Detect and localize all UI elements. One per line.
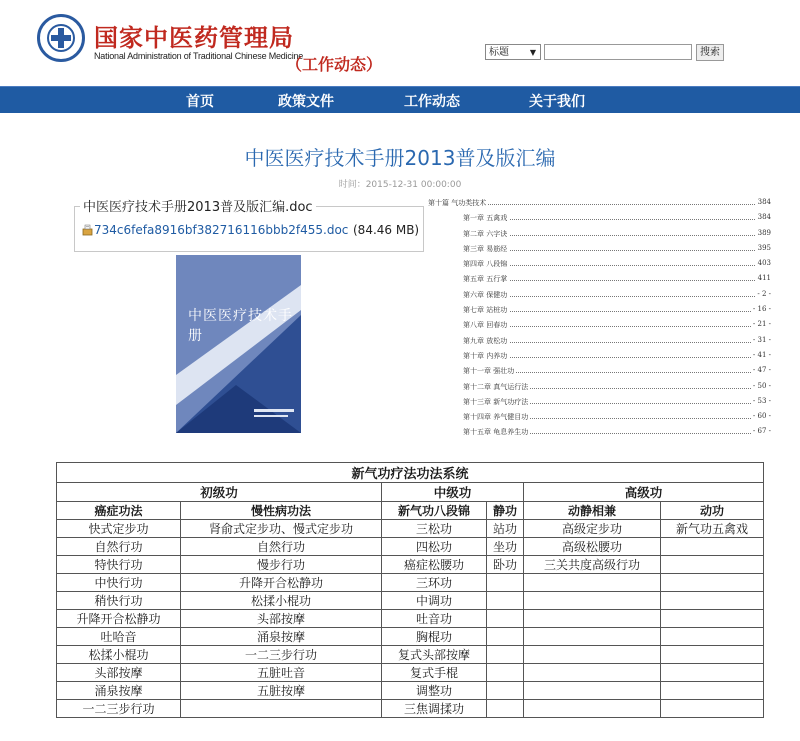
column-header: 动静相兼 [524, 502, 661, 520]
table-cell [661, 700, 764, 718]
toc-item [428, 347, 773, 362]
main-nav [0, 86, 800, 113]
table-row [57, 700, 764, 718]
nav-item-home[interactable]: 首页 [186, 94, 214, 110]
table-cell [487, 664, 524, 682]
table-cell: 中调功 [382, 592, 487, 610]
toc-item-title: 第四章 八段锦 [463, 260, 508, 269]
toc-item-title: 第七章 站桩功 [463, 306, 508, 315]
toc-item-page: 403 [757, 259, 771, 268]
nav-item-policy[interactable]: 政策文件 [278, 94, 334, 110]
toc-item-title: 第三章 易筋经 [463, 244, 508, 253]
table-cell: 升降开合松静功 [181, 574, 382, 592]
table-cell [524, 628, 661, 646]
table-cell: 慢步行功 [181, 556, 382, 574]
table-cell: 吐哈音 [57, 628, 181, 646]
toc-item [428, 393, 773, 408]
article-title: 中医医疗技术手册2013普及版汇编 [244, 146, 556, 170]
table-cell [524, 610, 661, 628]
table-cell: 坐功 [487, 538, 524, 556]
toc-item-title: 第八章 回春功 [463, 321, 508, 330]
toc-item [428, 423, 773, 438]
table-cell: 一二三步行功 [57, 700, 181, 718]
table-cell [487, 610, 524, 628]
table-cell [524, 664, 661, 682]
toc-item [428, 255, 773, 270]
toc-item [428, 301, 773, 316]
column-header: 静功 [487, 502, 524, 520]
logo-cross-horizontal [51, 35, 71, 41]
logo-title-en: National Administration of Traditional Chinese Medicine [94, 51, 304, 61]
column-header: 慢性病功法 [181, 502, 382, 520]
file-attachment-icon [82, 224, 94, 236]
table-cell [487, 682, 524, 700]
toc-item [428, 270, 773, 285]
table-row [57, 646, 764, 664]
toc-item [428, 378, 773, 393]
search-field-select-value: 标题 [489, 47, 509, 58]
table-row [57, 664, 764, 682]
qigong-table-body [57, 520, 764, 718]
table-cell [181, 700, 382, 718]
toc-item [428, 408, 773, 423]
table-cell: 一二三步行功 [181, 646, 382, 664]
table-cell [661, 628, 764, 646]
table-cell [661, 574, 764, 592]
table-cell: 三焦调揉功 [382, 700, 487, 718]
toc-list [428, 194, 773, 439]
table-row [57, 574, 764, 592]
table-cell [487, 574, 524, 592]
toc-item [428, 209, 773, 224]
table-cell [661, 556, 764, 574]
table-cell: 高级松腰功 [524, 538, 661, 556]
toc-item [428, 316, 773, 331]
table-cell [487, 646, 524, 664]
table-cell: 头部按摩 [57, 664, 181, 682]
toc-item-page: 411 [757, 274, 771, 283]
table-cell [661, 592, 764, 610]
table-row [57, 682, 764, 700]
table-cell: 癌症松腰功 [382, 556, 487, 574]
column-header: 新气功八段锦 [382, 502, 487, 520]
toc-item-title: 第六章 保健功 [463, 290, 508, 299]
toc-item-page: - 50 - [752, 381, 771, 390]
qigong-system-table [56, 462, 764, 718]
toc-item-page: - 53 - [752, 396, 771, 405]
table-cell [661, 682, 764, 700]
table-row [57, 628, 764, 646]
group-header-intermediate: 中级功 [382, 483, 524, 502]
toc-item-title: 第十二章 真气运行法 [463, 382, 529, 391]
toc-item-page: 389 [757, 228, 771, 237]
table-cell [661, 610, 764, 628]
table-cell: 调整功 [382, 682, 487, 700]
table-cell [524, 574, 661, 592]
table-cell: 快式定步功 [57, 520, 181, 538]
table-cell: 松揉小棍功 [57, 646, 181, 664]
toc-item [428, 194, 773, 209]
toc-item-page: - 16 - [752, 305, 771, 314]
toc-item-title: 第十五章 龟息养生功 [463, 428, 529, 437]
table-cell [661, 646, 764, 664]
table-cell: 肾俞式定步功、慢式定步功 [181, 520, 382, 538]
table-cell: 胸棍功 [382, 628, 487, 646]
toc-item-title: 第一章 五禽戏 [463, 214, 508, 223]
table-cell [524, 646, 661, 664]
table-row [57, 592, 764, 610]
toc-item-title: 第九章 放松功 [463, 336, 508, 345]
attachment-link[interactable]: 734c6fefa8916bf382716116bbb2f455.doc [94, 223, 349, 237]
table-cell [661, 538, 764, 556]
toc-item-page: - 60 - [752, 412, 771, 421]
table-cell: 卧功 [487, 556, 524, 574]
toc-item-page: 395 [757, 243, 771, 252]
table-cell: 松揉小棍功 [181, 592, 382, 610]
table-title: 新气功疗法功法系统 [57, 463, 764, 483]
attachment-legend: 中医医疗技术手册2013普及版汇编.doc [80, 196, 316, 215]
toc-item-title: 第二章 六字诀 [463, 229, 508, 238]
table-cell: 新气功五禽戏 [661, 520, 764, 538]
dropdown-arrow-icon: ▼ [529, 48, 536, 57]
toc-item [428, 286, 773, 301]
table-row [57, 520, 764, 538]
table-cell [524, 682, 661, 700]
nav-item-about[interactable]: 关于我们 [529, 94, 585, 110]
table-row [57, 556, 764, 574]
table-cell [487, 592, 524, 610]
table-row [57, 610, 764, 628]
table-row [57, 538, 764, 556]
table-cell: 升降开合松静功 [57, 610, 181, 628]
table-cell: 头部按摩 [181, 610, 382, 628]
toc-item [428, 362, 773, 377]
column-header: 癌症功法 [57, 502, 181, 520]
toc-item [428, 332, 773, 347]
table-cell [487, 700, 524, 718]
toc-item-page: 384 [757, 213, 771, 222]
group-header-beginner: 初级功 [57, 483, 382, 502]
toc-item-title: 第十章 内养功 [463, 351, 508, 360]
table-cell: 自然行功 [57, 538, 181, 556]
search-input[interactable] [544, 44, 692, 60]
toc-item-page: - 67 - [752, 427, 771, 436]
search-button[interactable]: 搜索 [696, 44, 724, 61]
table-cell: 站功 [487, 520, 524, 538]
table-cell: 稍快行功 [57, 592, 181, 610]
toc-item-page: - 31 - [752, 335, 771, 344]
table-cell: 五脏按摩 [181, 682, 382, 700]
toc-item [428, 240, 773, 255]
table-cell: 三关共度高级行功 [524, 556, 661, 574]
table-cell: 高级定步功 [524, 520, 661, 538]
table-cell: 三松功 [382, 520, 487, 538]
column-header: 动功 [661, 502, 764, 520]
toc-item-page: - 47 - [752, 366, 771, 375]
table-cell: 五脏吐音 [181, 664, 382, 682]
table-cell [524, 592, 661, 610]
table-cell: 复式手棍 [382, 664, 487, 682]
group-header-advanced: 高级功 [524, 483, 764, 502]
section-subtitle: （工作动态） [286, 55, 383, 74]
table-cell: 四松功 [382, 538, 487, 556]
table-cell: 吐音功 [382, 610, 487, 628]
book-cover-image [176, 255, 301, 433]
toc-leader-dots [463, 204, 759, 205]
toc-item-title: 第十三章 新气功疗法 [463, 397, 529, 406]
nav-item-news[interactable]: 工作动态 [404, 94, 460, 110]
attachment-size: (84.46 MB) [353, 223, 420, 237]
toc-item-title: 第十一章 强壮功 [463, 367, 515, 376]
toc-item-title: 第五章 五行掌 [463, 275, 508, 284]
site-header [0, 0, 800, 86]
table-cell: 涌泉按摩 [181, 628, 382, 646]
toc-item-page: - 2 - [757, 289, 771, 298]
table-cell [487, 628, 524, 646]
article-time: 时间：2015-12-31 00:00:00 [338, 180, 462, 190]
table-cell [524, 700, 661, 718]
toc-item-title: 第十四章 养气健目功 [463, 413, 529, 422]
toc-item-title: 第十篇 气功类技术 [428, 199, 487, 207]
table-cell: 复式头部按摩 [382, 646, 487, 664]
book-cover-title: 中医医疗技术手册 [188, 308, 293, 344]
toc-item-page: - 41 - [752, 350, 771, 359]
toc-item-page: - 21 - [752, 320, 771, 329]
search-field-select[interactable] [485, 44, 541, 60]
table-cell: 自然行功 [181, 538, 382, 556]
toc-item [428, 225, 773, 240]
table-cell: 中快行功 [57, 574, 181, 592]
logo-title-cn[interactable]: 国家中医药管理局 [94, 23, 294, 52]
table-cell: 涌泉按摩 [57, 682, 181, 700]
table-cell [661, 664, 764, 682]
logo-emblem-icon[interactable] [37, 14, 85, 62]
table-cell: 三环功 [382, 574, 487, 592]
table-cell: 特快行功 [57, 556, 181, 574]
toc-item-page: 384 [757, 198, 771, 206]
